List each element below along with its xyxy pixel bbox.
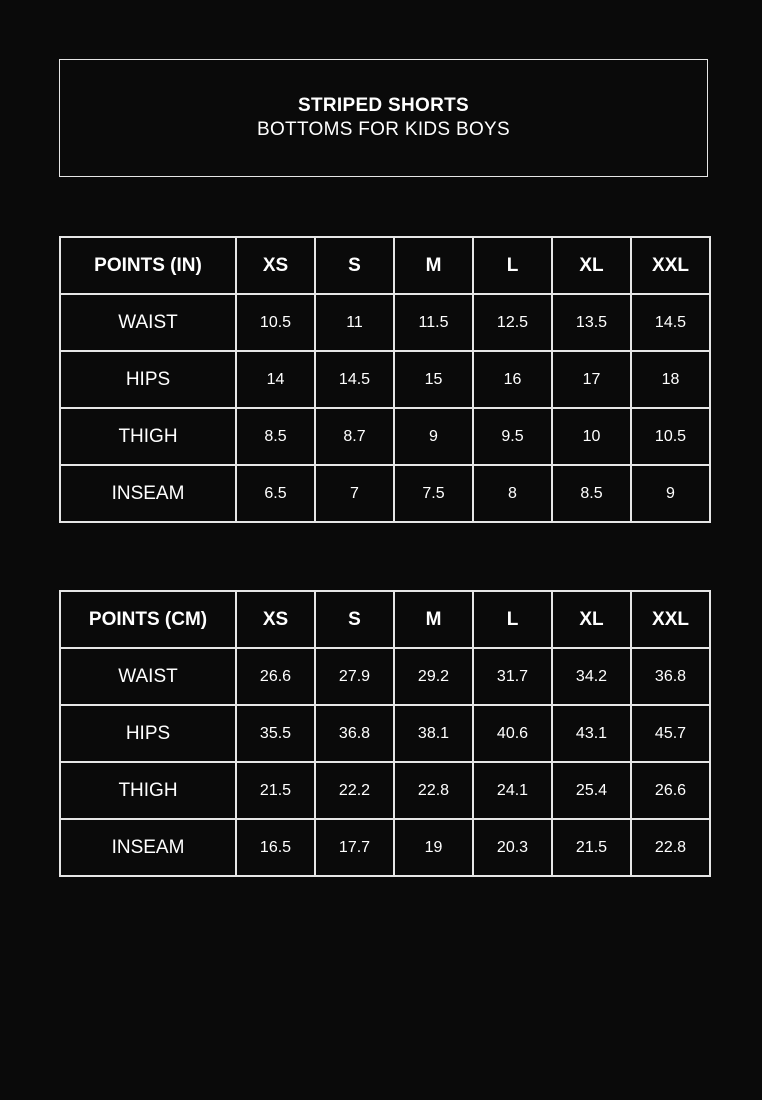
table-cell: 34.2 bbox=[552, 648, 631, 705]
table-row bbox=[60, 819, 710, 876]
row-label: HIPS bbox=[60, 351, 236, 408]
table-cell: 12.5 bbox=[473, 294, 552, 351]
table-cell: 25.4 bbox=[552, 762, 631, 819]
row-label: WAIST bbox=[60, 648, 236, 705]
row-label: THIGH bbox=[60, 762, 236, 819]
table-cell: 10.5 bbox=[236, 294, 315, 351]
table-cell: 38.1 bbox=[394, 705, 473, 762]
table-cell: 21.5 bbox=[552, 819, 631, 876]
product-subtitle: BOTTOMS FOR KIDS BOYS bbox=[257, 119, 510, 140]
table-cell: 26.6 bbox=[236, 648, 315, 705]
table-cell: 35.5 bbox=[236, 705, 315, 762]
header-cell-points: POINTS (IN) bbox=[60, 237, 236, 294]
table-cell: 14.5 bbox=[315, 351, 394, 408]
table-cell: 43.1 bbox=[552, 705, 631, 762]
header-cell-points: POINTS (CM) bbox=[60, 591, 236, 648]
product-title: STRIPED SHORTS bbox=[298, 95, 469, 116]
table-cell: 17.7 bbox=[315, 819, 394, 876]
table-cell: 15 bbox=[394, 351, 473, 408]
table-cell: 36.8 bbox=[315, 705, 394, 762]
header-cell-xxl: XXL bbox=[631, 237, 710, 294]
table-cell: 19 bbox=[394, 819, 473, 876]
row-label: WAIST bbox=[60, 294, 236, 351]
table-cell: 17 bbox=[552, 351, 631, 408]
table-cell: 16.5 bbox=[236, 819, 315, 876]
table-cell: 9.5 bbox=[473, 408, 552, 465]
table-cell: 20.3 bbox=[473, 819, 552, 876]
table-row bbox=[60, 648, 710, 705]
table-cell: 22.2 bbox=[315, 762, 394, 819]
table-cell: 21.5 bbox=[236, 762, 315, 819]
row-label: INSEAM bbox=[60, 819, 236, 876]
row-label: THIGH bbox=[60, 408, 236, 465]
table-cell: 9 bbox=[394, 408, 473, 465]
table-header-row bbox=[60, 237, 710, 294]
table-cell: 29.2 bbox=[394, 648, 473, 705]
table-cell: 11.5 bbox=[394, 294, 473, 351]
table-cell: 14.5 bbox=[631, 294, 710, 351]
header-cell-l: L bbox=[473, 591, 552, 648]
table-cell: 18 bbox=[631, 351, 710, 408]
table-cell: 16 bbox=[473, 351, 552, 408]
table-row bbox=[60, 705, 710, 762]
table-cell: 22.8 bbox=[631, 819, 710, 876]
table-row bbox=[60, 351, 710, 408]
table-cell: 26.6 bbox=[631, 762, 710, 819]
table-cell: 14 bbox=[236, 351, 315, 408]
table-cell: 10.5 bbox=[631, 408, 710, 465]
table-cell: 8.7 bbox=[315, 408, 394, 465]
table-cell: 13.5 bbox=[552, 294, 631, 351]
table-cell: 10 bbox=[552, 408, 631, 465]
table-cell: 7.5 bbox=[394, 465, 473, 522]
table-header-row bbox=[60, 591, 710, 648]
header-cell-l: L bbox=[473, 237, 552, 294]
table-cell: 7 bbox=[315, 465, 394, 522]
table-cell: 8.5 bbox=[552, 465, 631, 522]
table-cell: 24.1 bbox=[473, 762, 552, 819]
row-label: INSEAM bbox=[60, 465, 236, 522]
header-cell-xs: XS bbox=[236, 237, 315, 294]
table-cell: 22.8 bbox=[394, 762, 473, 819]
header-cell-s: S bbox=[315, 237, 394, 294]
table-cell: 45.7 bbox=[631, 705, 710, 762]
size-table-inches bbox=[59, 236, 711, 523]
table-cell: 6.5 bbox=[236, 465, 315, 522]
table-cell: 11 bbox=[315, 294, 394, 351]
header-cell-xl: XL bbox=[552, 591, 631, 648]
header-cell-s: S bbox=[315, 591, 394, 648]
header-cell-xs: XS bbox=[236, 591, 315, 648]
table-cell: 8.5 bbox=[236, 408, 315, 465]
table-cell: 36.8 bbox=[631, 648, 710, 705]
header-cell-xl: XL bbox=[552, 237, 631, 294]
header-cell-xxl: XXL bbox=[631, 591, 710, 648]
header-cell-m: M bbox=[394, 237, 473, 294]
table-row bbox=[60, 408, 710, 465]
header-cell-m: M bbox=[394, 591, 473, 648]
title-box bbox=[59, 59, 708, 177]
table-row bbox=[60, 465, 710, 522]
table-row bbox=[60, 294, 710, 351]
table-cell: 8 bbox=[473, 465, 552, 522]
table-cell: 9 bbox=[631, 465, 710, 522]
table-row bbox=[60, 762, 710, 819]
table-cell: 27.9 bbox=[315, 648, 394, 705]
table-cell: 31.7 bbox=[473, 648, 552, 705]
size-table-centimeters bbox=[59, 590, 711, 877]
row-label: HIPS bbox=[60, 705, 236, 762]
table-cell: 40.6 bbox=[473, 705, 552, 762]
